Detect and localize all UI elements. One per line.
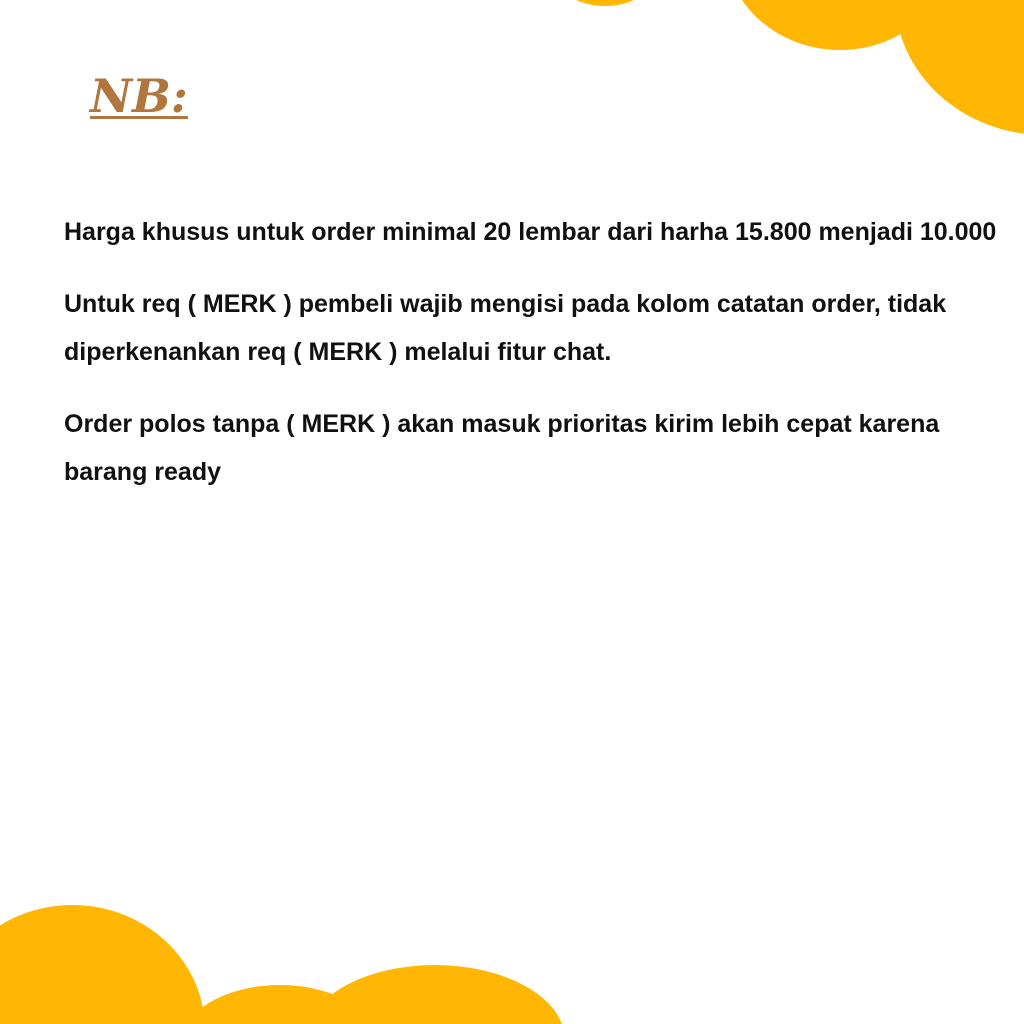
note-item: Untuk req ( MERK ) pembeli wajib mengisi pada kolom catatan order, tidak diperkenankan req ( MERK ) melalui fitur chat.: [64, 290, 947, 366]
notes-list: [64, 208, 1009, 520]
note-item: Order polos tanpa ( MERK ) akan masuk prioritas kirim lebih cepat karena barang ready: [64, 410, 940, 486]
decorative-blob: [0, 905, 205, 1024]
decorative-blob: [305, 965, 565, 1024]
page-title: NB:: [90, 69, 188, 123]
note-item: Harga khusus untuk order minimal 20 lembar dari harha 15.800 menjadi 10.000: [64, 218, 997, 246]
decorative-blob: [555, 0, 655, 6]
decorative-blob: [895, 0, 1024, 135]
